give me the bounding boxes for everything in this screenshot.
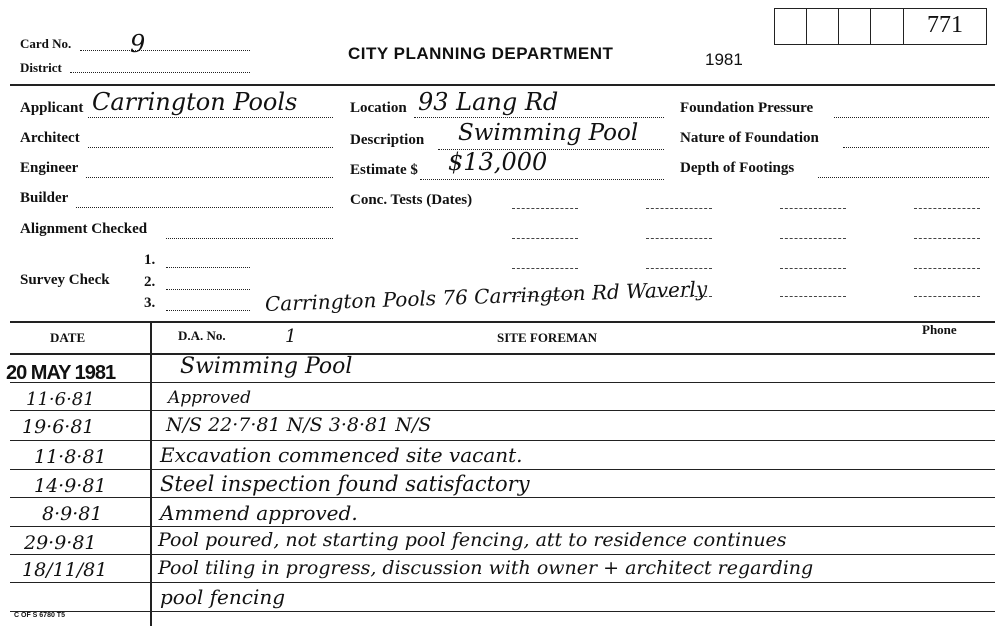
row-5-entry: Steel inspection found satisfactory [160,472,530,496]
survey-note: Carrington Pools 76 Carrington Rd Waverly [264,276,708,316]
foundation-pressure-label: Foundation Pressure [680,100,814,116]
conc-test-slot [512,208,578,209]
conc-test-slot [646,208,712,209]
conc-test-slot [646,238,712,239]
site-foreman-header: SITE FOREMAN [497,330,598,345]
conc-test-slot [780,296,846,297]
row-8-date: 18/11/81 [22,559,108,581]
conc-test-slot [646,268,712,269]
card-no-label: Card No. [20,36,72,51]
row-7-entry: Pool poured, not starting pool fencing, att to residence continues [158,529,787,551]
alignment-checked-line [166,238,333,239]
row-2-line [10,410,995,411]
alignment-checked-label: Alignment Checked [20,221,148,237]
table-header-rule [10,353,995,355]
survey-check-label: Survey Check [20,272,110,288]
conc-test-slot [914,238,980,239]
survey-1-line [166,267,250,268]
row-8-entry: Pool tiling in progress, discussion with owner + architect regarding [158,557,814,579]
location-label: Location [350,100,407,116]
applicant-value: Carrington Pools [92,88,298,116]
row-3-date: 19·6·81 [22,416,95,438]
number-box-2 [806,8,839,45]
row-9-line [10,611,995,612]
number-box-1 [774,8,807,45]
row-1-entry: Swimming Pool [180,354,353,379]
survey-2-line [166,289,250,290]
location-line [414,117,664,118]
row-2-date: 11·6·81 [26,389,95,410]
conc-test-slot [780,208,846,209]
da-header: D.A. No. [178,328,226,343]
form-code: C OF S 6780 T5 [14,612,65,619]
page-title: CITY PLANNING DEPARTMENT [348,44,614,63]
conc-test-slot [914,208,980,209]
survey-1: 1. [144,252,156,268]
estimate-label: Estimate $ [350,162,418,178]
conc-test-slot [914,268,980,269]
depth-of-footings-label: Depth of Footings [680,160,795,176]
row-7-date: 29·9·81 [24,532,97,554]
number-box-4 [870,8,904,45]
row-4-line [10,469,995,470]
depth-of-footings-line [818,177,989,178]
row-6-date: 8·9·81 [42,503,103,525]
row-4-entry: Excavation commenced site vacant. [160,443,523,467]
conc-test-slot [512,238,578,239]
row-7-line [10,554,995,555]
conc-test-slot [512,268,578,269]
survey-2: 2. [144,274,156,290]
phone-header: Phone [922,322,957,337]
architect-label: Architect [20,130,80,146]
table-col-divider [150,321,152,626]
description-label: Description [350,132,425,148]
applicant-label: Applicant [20,100,84,116]
survey-3-line [166,310,250,311]
row-4-date: 11·8·81 [34,446,107,468]
architect-line [88,147,333,148]
description-value: Swimming Pool [458,120,639,146]
year: 1981 [705,50,743,69]
table-top-rule [10,321,995,323]
row-8-line [10,582,995,583]
date-header: DATE [50,330,86,345]
survey-3: 3. [144,295,156,311]
builder-line [76,207,333,208]
applicant-line [88,117,333,118]
location-value: 93 Lang Rd [418,88,559,116]
row-3-entry: N/S 22·7·81 N/S 3·8·81 N/S [166,414,432,436]
header-rule [10,84,995,86]
row-9-entry: pool fencing [160,585,286,609]
row-5-date: 14·9·81 [34,475,107,497]
row-5-line [10,497,995,498]
estimate-value: $13,000 [448,148,548,176]
row-6-line [10,526,995,527]
engineer-line [86,177,333,178]
district-label: District [20,60,62,75]
estimate-line [420,179,664,180]
row-1-date: 20 MAY 1981 [6,362,116,384]
nature-of-foundation-line [843,147,989,148]
conc-test-slot [780,268,846,269]
row-6-entry: Ammend approved. [160,501,358,525]
conc-test-slot [914,296,980,297]
row-1-line [10,382,995,383]
card-no-value: 9 [130,30,146,58]
engineer-label: Engineer [20,160,79,176]
row-2-entry: Approved [168,388,251,408]
foundation-pressure-line [834,117,989,118]
number-box-3 [838,8,871,45]
card-number: 771 [927,12,963,38]
row-3-line [10,440,995,441]
conc-test-slot [780,238,846,239]
conc-tests-label: Conc. Tests (Dates) [350,192,473,208]
da-value: 1 [285,326,297,347]
builder-label: Builder [20,190,69,206]
district-line [70,72,250,73]
card-no-line [80,50,250,51]
nature-of-foundation-label: Nature of Foundation [680,130,819,146]
